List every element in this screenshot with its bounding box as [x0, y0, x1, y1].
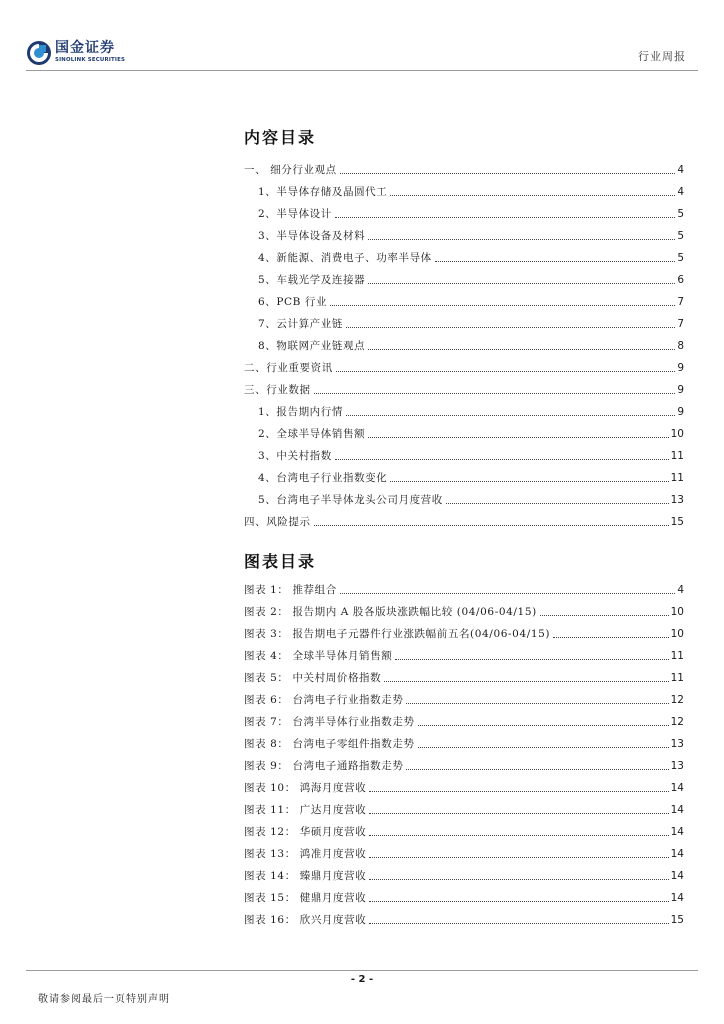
contents-entry-page: 11	[670, 450, 684, 462]
contents-entry-page: 10	[670, 428, 684, 440]
contents-entry[interactable]	[244, 444, 684, 466]
footer-divider	[26, 970, 698, 971]
contents-entry[interactable]	[244, 202, 684, 224]
figure-leader-dots	[406, 703, 668, 704]
figure-entry-label: 图表 13： 鸿准月度营收	[244, 848, 367, 860]
figure-entry-label: 图表 7： 台湾半导体行业指数走势	[244, 716, 415, 728]
figure-entry-page: 15	[670, 914, 684, 926]
contents-entry-page: 8	[677, 340, 684, 352]
contents-entry-label: 8、物联网产业链观点	[258, 340, 366, 352]
figures-title: 图表目录	[244, 552, 317, 571]
figure-leader-dots	[418, 725, 669, 726]
figure-entry-label: 图表 3： 报告期电子元器件行业涨跌幅前五名(04/06-04/15)	[244, 628, 551, 640]
contents-leader-dots	[336, 371, 676, 372]
figure-entry-label: 图表 12： 华硕月度营收	[244, 826, 367, 838]
figure-entry[interactable]	[244, 578, 684, 600]
figure-entry-page: 14	[670, 848, 684, 860]
contents-leader-dots	[330, 305, 675, 306]
contents-entry-label: 1、半导体存储及晶圆代工	[258, 186, 388, 198]
figure-entry-page: 12	[670, 694, 684, 706]
contents-entry[interactable]	[244, 488, 684, 510]
contents-leader-dots	[335, 459, 669, 460]
figure-entry[interactable]	[244, 776, 684, 798]
contents-entry-label: 3、半导体设备及材料	[258, 230, 366, 242]
figure-entry-page: 11	[670, 650, 684, 662]
figure-leader-dots	[553, 637, 669, 638]
contents-entry-label: 1、报告期内行情	[258, 406, 343, 418]
figure-entry[interactable]	[244, 644, 684, 666]
contents-entry-label: 6、PCB 行业	[258, 296, 328, 308]
contents-entry[interactable]	[244, 180, 684, 202]
figure-entry-label: 图表 5： 中关村周价格指数	[244, 672, 382, 684]
contents-entry[interactable]	[244, 224, 684, 246]
contents-entry[interactable]	[244, 268, 684, 290]
figure-entry[interactable]	[244, 688, 684, 710]
contents-entry[interactable]	[244, 334, 684, 356]
figure-entry-label: 图表 8： 台湾电子零组件指数走势	[244, 738, 415, 750]
contents-entry-label: 2、半导体设计	[258, 208, 332, 220]
contents-entry-label: 4、新能源、消费电子、功率半导体	[258, 252, 432, 264]
figure-entry-page: 14	[670, 804, 684, 816]
contents-leader-dots	[340, 173, 676, 174]
contents-entry[interactable]	[244, 422, 684, 444]
figure-entry-page: 14	[670, 870, 684, 882]
contents-entry-page: 5	[677, 252, 684, 264]
figure-entry-page: 14	[670, 892, 684, 904]
figure-entry[interactable]	[244, 710, 684, 732]
contents-entry[interactable]	[244, 246, 684, 268]
contents-entry-label: 二、行业重要资讯	[244, 362, 333, 374]
figure-leader-dots	[340, 593, 675, 594]
logo-english-name: SINOLINK SECURITIES	[55, 57, 126, 63]
contents-entry-label: 4、台湾电子行业指数变化	[258, 472, 388, 484]
contents-entry-label: 2、全球半导体销售额	[258, 428, 366, 440]
logo-chinese-name: 国金证券	[55, 40, 115, 56]
contents-leader-dots	[314, 525, 669, 526]
figure-leader-dots	[406, 769, 668, 770]
contents-section	[244, 128, 684, 532]
figure-entry-page: 10	[670, 606, 684, 618]
contents-entry-label: 一、 细分行业观点	[244, 164, 337, 176]
figure-entry-page: 13	[670, 760, 684, 772]
contents-entry[interactable]	[244, 400, 684, 422]
contents-entry-page: 4	[677, 186, 684, 198]
figure-leader-dots	[369, 835, 668, 836]
contents-entry-page: 15	[670, 516, 684, 528]
contents-entry[interactable]	[244, 378, 684, 400]
contents-entry-page: 7	[677, 318, 684, 330]
figure-leader-dots	[395, 659, 668, 660]
contents-entry[interactable]	[244, 312, 684, 334]
contents-leader-dots	[368, 349, 675, 350]
contents-entry-page: 4	[677, 164, 684, 176]
figure-entry-page: 4	[677, 584, 684, 596]
contents-leader-dots	[390, 195, 675, 196]
contents-entry[interactable]	[244, 158, 684, 180]
figure-leader-dots	[540, 615, 669, 616]
figure-entry-label: 图表 1： 推荐组合	[244, 584, 337, 596]
figure-entry-page: 13	[670, 738, 684, 750]
figure-entry-label: 图表 2： 报告期内 A 股各版块涨跌幅比较 (04/06-04/15)	[244, 606, 537, 618]
company-logo	[26, 40, 136, 68]
figure-entry-page: 10	[670, 628, 684, 640]
disclaimer-note: 敬请参阅最后一页特别声明	[38, 994, 170, 1005]
contents-entry-label: 四、风险提示	[244, 516, 311, 528]
contents-leader-dots	[368, 239, 675, 240]
contents-entry-label: 5、台湾电子半导体龙头公司月度营收	[258, 494, 443, 506]
contents-leader-dots	[368, 437, 668, 438]
contents-leader-dots	[314, 393, 676, 394]
figure-leader-dots	[418, 747, 669, 748]
contents-leader-dots	[390, 481, 668, 482]
figure-entry[interactable]	[244, 908, 684, 930]
figure-leader-dots	[369, 813, 668, 814]
contents-leader-dots	[368, 283, 675, 284]
contents-leader-dots	[346, 327, 675, 328]
figure-entry[interactable]	[244, 732, 684, 754]
contents-leader-dots	[335, 217, 675, 218]
contents-leader-dots	[446, 503, 669, 504]
contents-entry-page: 7	[677, 296, 684, 308]
figure-entry-label: 图表 4： 全球半导体月销售额	[244, 650, 393, 662]
contents-leader-dots	[435, 261, 676, 262]
figure-entry[interactable]	[244, 864, 684, 886]
contents-entry-label: 3、中关村指数	[258, 450, 332, 462]
contents-entry[interactable]	[244, 510, 684, 532]
page-header	[0, 0, 724, 72]
contents-title: 内容目录	[244, 128, 317, 147]
sinolink-logo-icon	[26, 40, 52, 66]
figure-leader-dots	[369, 791, 668, 792]
figure-leader-dots	[384, 681, 668, 682]
contents-entry-page: 5	[677, 208, 684, 220]
contents-entry-label: 三、行业数据	[244, 384, 311, 396]
contents-entry-label: 7、云计算产业链	[258, 318, 343, 330]
figure-entry-label: 图表 14： 臻鼎月度营收	[244, 870, 367, 882]
figure-entry[interactable]	[244, 798, 684, 820]
figure-entry[interactable]	[244, 820, 684, 842]
contents-entry-page: 9	[677, 384, 684, 396]
figure-entry[interactable]	[244, 754, 684, 776]
figure-entry[interactable]	[244, 886, 684, 908]
header-divider	[26, 70, 698, 71]
contents-entry-page: 5	[677, 230, 684, 242]
figure-entry-label: 图表 11： 广达月度营收	[244, 804, 367, 816]
contents-entry-page: 13	[670, 494, 684, 506]
figure-entry[interactable]	[244, 666, 684, 688]
contents-entry-page: 9	[677, 406, 684, 418]
figure-entry-label: 图表 16： 欣兴月度营收	[244, 914, 367, 926]
figure-entry[interactable]	[244, 842, 684, 864]
figure-entry[interactable]	[244, 622, 684, 644]
figure-entry-label: 图表 10： 鸿海月度营收	[244, 782, 367, 794]
page-number: - 2 -	[350, 974, 374, 985]
contents-entry-page: 11	[670, 472, 684, 484]
figure-entry-label: 图表 9： 台湾电子通路指数走势	[244, 760, 404, 772]
figure-entry-label: 图表 6： 台湾电子行业指数走势	[244, 694, 404, 706]
contents-entry-page: 6	[677, 274, 684, 286]
figure-leader-dots	[369, 923, 668, 924]
contents-entry[interactable]	[244, 356, 684, 378]
figure-leader-dots	[369, 879, 668, 880]
figure-entry-page: 11	[670, 672, 684, 684]
report-type-label: 行业周报	[638, 50, 686, 63]
figures-list	[244, 578, 684, 930]
contents-entry[interactable]	[244, 290, 684, 312]
contents-entry[interactable]	[244, 466, 684, 488]
contents-list	[244, 158, 684, 532]
figure-leader-dots	[369, 901, 668, 902]
contents-entry-label: 5、车载光学及连接器	[258, 274, 366, 286]
figures-section	[244, 552, 684, 930]
contents-leader-dots	[346, 415, 675, 416]
contents-entry-page: 9	[677, 362, 684, 374]
figure-entry[interactable]	[244, 600, 684, 622]
figure-entry-page: 12	[670, 716, 684, 728]
figure-entry-page: 14	[670, 826, 684, 838]
figure-leader-dots	[369, 857, 668, 858]
figure-entry-label: 图表 15： 健鼎月度营收	[244, 892, 367, 904]
figure-entry-page: 14	[670, 782, 684, 794]
